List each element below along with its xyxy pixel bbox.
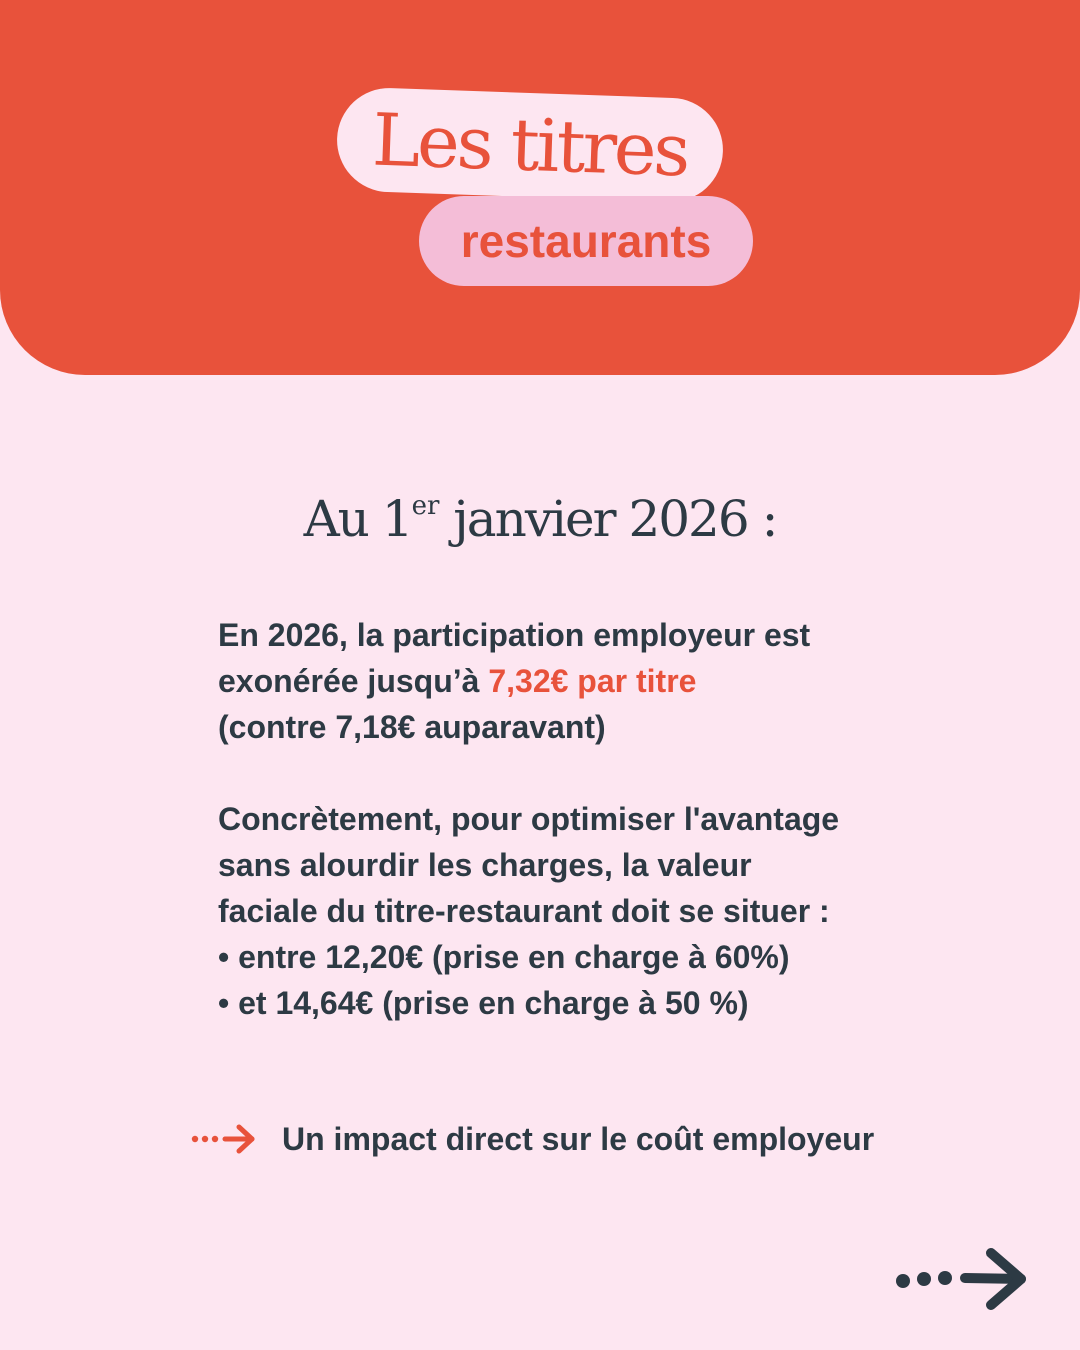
heading-prefix: Au 1 [303,490,412,548]
paragraph-line: En 2026, la participation employeur est [218,617,811,653]
callout [190,1114,874,1164]
paragraph-line: sans alourdir les charges, la valeur [218,847,752,883]
highlight-value: 7,32€ par titre [488,663,697,699]
heading-ordinal: er [411,491,440,521]
callout-text: Un impact direct sur le coût employeur [282,1121,875,1157]
bullet-item: • et 14,64€ (prise en charge à 50 %) [218,985,749,1021]
paragraph-line: faciale du titre-restaurant doit se situer : [218,893,830,929]
bullet-item: • entre 12,20€ (prise en charge à 60%) [218,939,790,975]
heading-suffix: janvier 2026 : [439,490,777,548]
body-text [218,612,918,1026]
page-subtitle: restaurants [460,215,712,267]
dotted-arrow-right-icon [190,1114,260,1164]
paragraph-line: (contre 7,18€ auparavant) [218,709,606,745]
paragraph-line [218,658,918,704]
page-title: Les titres [371,97,689,193]
paragraph-line: Concrètement, pour optimiser l'avantage [218,801,840,837]
paragraph-text: exonérée jusqu’à [218,663,489,699]
section-heading [0,470,1080,555]
next-arrow-icon[interactable] [893,1243,1033,1315]
paragraph-spacer [218,750,918,796]
